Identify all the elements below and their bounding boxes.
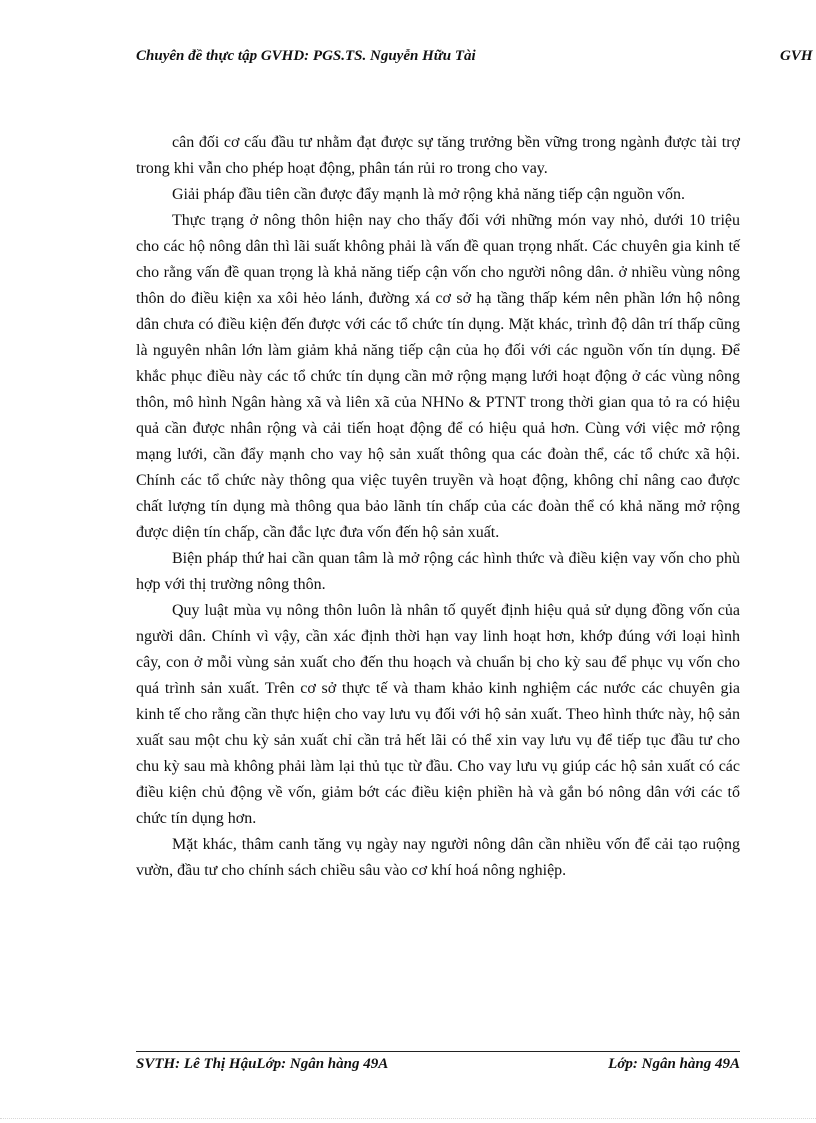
footer-divider: [136, 1051, 740, 1052]
header-cut-off-text: GVH: [780, 48, 813, 64]
paragraph-2: Giải pháp đầu tiên cần được đẩy mạnh là mở rộng khả năng tiếp cận nguồn vốn.: [172, 186, 686, 203]
paragraph-4: Biện pháp thứ hai cần quan tâm là mở rộng các hình thức và điều kiện vay vốn cho phù hợp với thị trường nông thôn.: [136, 550, 740, 593]
header-title: Chuyên đề thực tập GVHD: PGS.TS. Nguyễn Hữu Tài: [136, 48, 476, 64]
page-header: [136, 48, 816, 70]
paragraph-1: cân đối cơ cấu đầu tư nhằm đạt được sự tăng trưởng bền vững trong ngành được tài trợ trong khi vẫn cho phép hoạt động, phân tán rủi ro trong cho vay.: [136, 134, 740, 177]
page-footer: [136, 1056, 740, 1078]
page-bottom-edge: [0, 1118, 816, 1119]
document-body: [136, 130, 740, 884]
paragraph-3: Thực trạng ở nông thôn hiện nay cho thấy đối với những món vay nhỏ, dưới 10 triệu cho các hộ nông dân thì lãi suất không phải là vấn đề quan trọng nhất. Các chuyên gia kinh tế cho rằng vấn đề quan trọng là khả năng tiếp cận vốn cho người nông dân. ở nhiều vùng nông thôn do điều kiện xa xôi hẻo lánh, đường xá cơ sở hạ tầng thấp kém nên phần lớn hộ nông dân chưa có điều kiện đến được với các tổ chức tín dụng. Mặt khác, trình độ dân trí thấp cũng là nguyên nhân lớn làm giảm khả năng tiếp cận của họ đối với các nguồn vốn tín dụng. Để khắc phục điều này các tổ chức tín dụng cần mở rộng mạng lưới hoạt động ở các vùng nông thôn, mô hình Ngân hàng xã và liên xã của NHNo & PTNT trong thời gian qua tỏ ra có hiệu quả cần được nhân rộng và cải tiến hoạt động để có hiệu quả hơn. Cùng với việc mở rộng mạng lưới, cần đẩy mạnh cho vay hộ sản xuất thông qua các đoàn thể, các tổ chức xã hội. Chính các tổ chức này thông qua việc tuyên truyền và hoạt động, không chỉ nâng cao được chất lượng tín dụng mà thông qua bảo lãnh tín chấp của các đoàn thể có khả năng mở rộng được diện tín chấp, cần đắc lực đưa vốn đến hộ sản xuất.: [136, 212, 740, 541]
paragraph-5: Quy luật mùa vụ nông thôn luôn là nhân tố quyết định hiệu quả sử dụng đồng vốn của người dân. Chính vì vậy, cần xác định thời hạn vay linh hoạt hơn, khớp đúng với loại hình cây, con ở mỗi vùng sản xuất cho đến thu hoạch và chuẩn bị cho kỳ sau để phục vụ vốn cho quá trình sản xuất. Trên cơ sở thực tế và tham khảo kinh nghiệm các nước các chuyên gia kinh tế cho rằng cần thực hiện cho vay lưu vụ đối với hộ sản xuất. Theo hình thức này, hộ sản xuất sau một chu kỳ sản xuất chỉ cần trả hết lãi có thể xin vay lưu vụ để tiếp tục đầu tư cho chu kỳ sau mà không phải làm lại thủ tục từ đầu. Cho vay lưu vụ giúp các hộ sản xuất có các điều kiện chủ động về vốn, giảm bớt các điều kiện phiền hà và gắn bó nông dân với các tổ chức tín dụng hơn.: [136, 602, 740, 827]
paragraph-6: Mặt khác, thâm canh tăng vụ ngày nay người nông dân cần nhiều vốn để cải tạo ruộng vườn, đầu tư cho chính sách chiều sâu vào cơ khí hoá nông nghiệp.: [136, 836, 740, 879]
footer-class-info: Lớp: Ngân hàng 49A: [608, 1056, 740, 1072]
footer-student-info: SVTH: Lê Thị HậuLớp: Ngân hàng 49A: [136, 1056, 389, 1072]
